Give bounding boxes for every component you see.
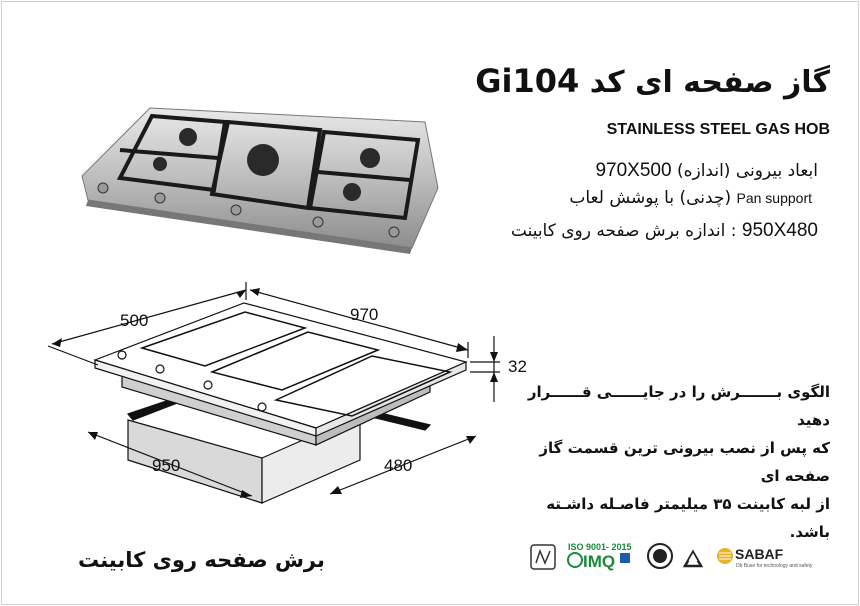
sabaf-tagline: Db Buse for technology and safety	[736, 563, 813, 569]
spec-outer-label: ابعاد بیرونی (اندازه)	[676, 161, 818, 181]
sabaf-logo-icon	[717, 548, 733, 564]
spec-cut-value: 950X480	[741, 220, 818, 241]
ce-mark-icon	[648, 544, 672, 568]
spec-pan-en: Pan support	[736, 190, 812, 206]
dim-height: 32	[508, 357, 527, 376]
spec-pan-fa: (چدنی) با پوشش لعاب	[569, 188, 732, 208]
note-line-3: از لبه کابینت ۳۵ میلیمتر فاصـله داشـته باشد.	[546, 495, 830, 541]
sabaf-label: SABAF	[735, 546, 784, 562]
bottom-caption: برش صفحه روی کابینت	[78, 548, 325, 572]
dim-bottom-right: 480	[384, 456, 413, 475]
product-subtitle: STAINLESS STEEL GAS HOB	[606, 121, 830, 138]
dim-bottom-left: 950	[152, 456, 181, 475]
title-fa: گاز صفحه ای کد	[589, 65, 830, 100]
note-line-2: که پس از نصب بیرونی ترین قسمت گاز صفحه ای	[539, 439, 830, 485]
recycle-icon	[685, 552, 701, 566]
iso-label: ISO 9001- 2015	[568, 542, 632, 552]
spec-outer-value: 970X500	[595, 160, 672, 181]
note-line-1: الگوی بـــــــرش را در جایــــــی قــــــرار دهید	[527, 383, 830, 429]
imq-label: IMQ	[583, 552, 616, 571]
title-code: Gi104	[475, 62, 580, 100]
dim-top-right: 970	[350, 305, 379, 324]
dim-top-left: 500	[120, 311, 149, 330]
gas-seal-icon	[531, 545, 555, 569]
spec-cut-label: : اندازه برش صفحه روی کابینت	[510, 221, 737, 241]
